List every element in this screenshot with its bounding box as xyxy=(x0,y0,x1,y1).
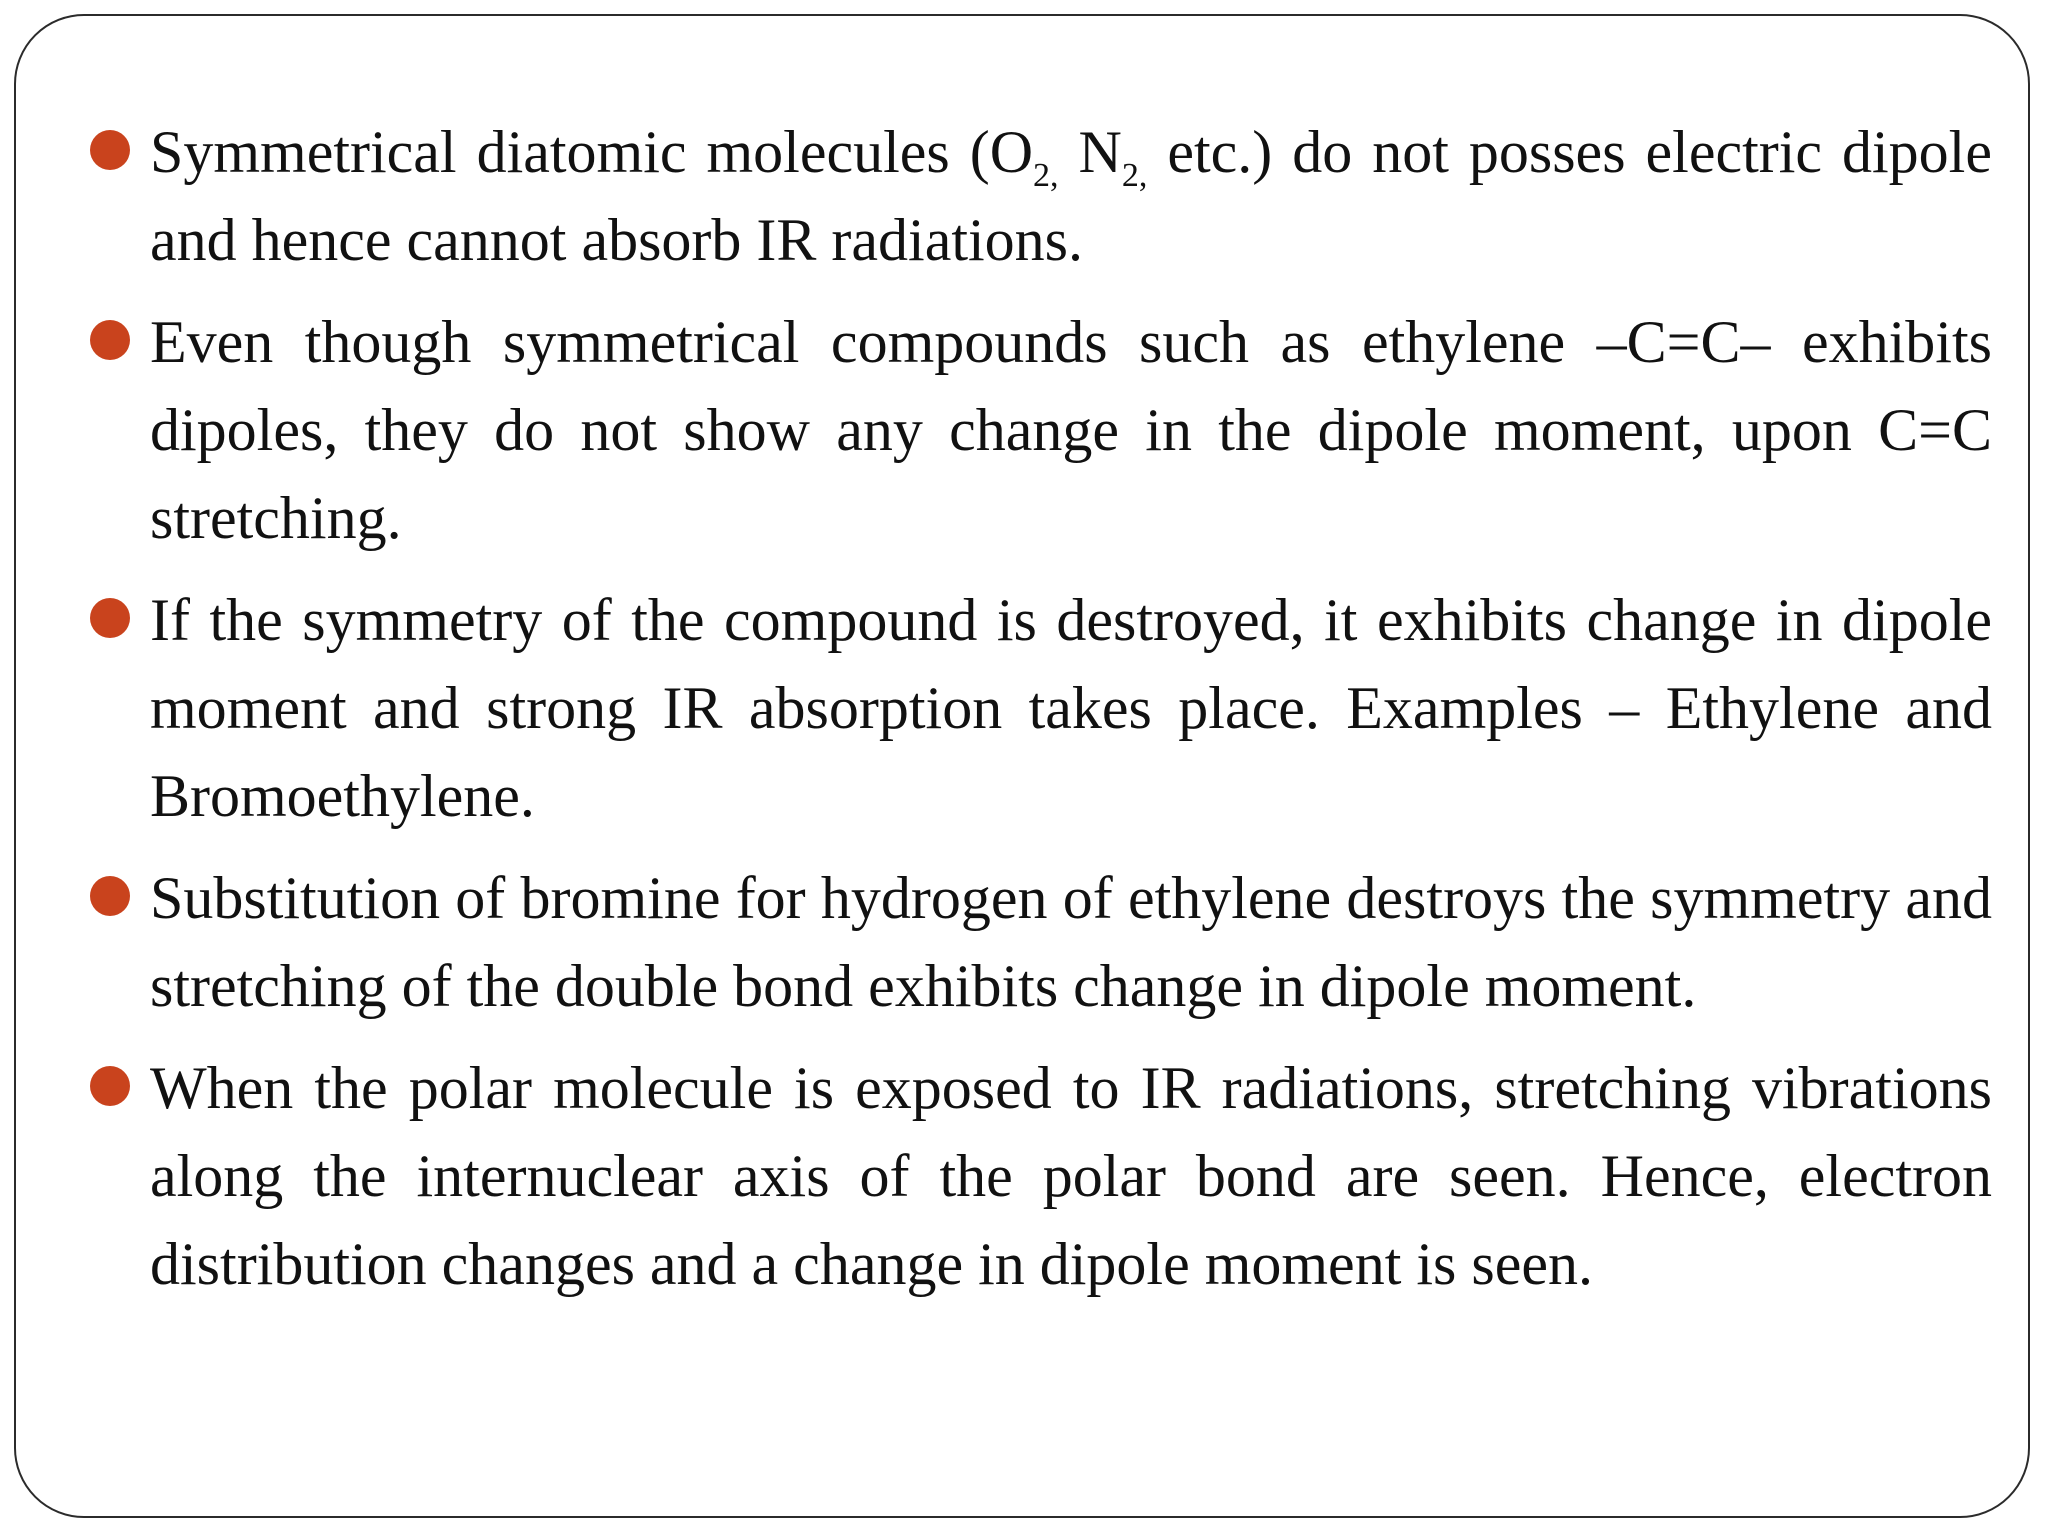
bullet-text-2: Even though symmetrical compounds such as ethylene –C=C– exhibits dipoles, they do not show any change in the dipole moment, upon C=C stretching. xyxy=(150,309,1992,551)
bullet-text-1: Symmetrical diatomic molecules ($O_{2,}$ $N_{2,}$ etc.) do not posses electric dipole and hence cannot absorb IR radiations. xyxy=(150,119,1992,273)
bullet-list xyxy=(150,108,1992,1322)
bullet-text-3: If the symmetry of the compound is destroyed, it exhibits change in dipole moment and strong IR absorption takes place. Examples – Ethylene and Bromoethylene. xyxy=(150,587,1992,829)
subscript: 2, xyxy=(1121,157,1148,194)
bullet-dot-icon xyxy=(90,320,130,360)
slide-frame xyxy=(14,14,2030,1518)
bullet-item-3 xyxy=(150,576,1992,840)
bullet-dot-icon xyxy=(90,876,130,916)
bullet-item-4 xyxy=(150,854,1992,1030)
bullet-dot-icon xyxy=(90,598,130,638)
bullet-item-5 xyxy=(150,1044,1992,1308)
bullet-text-4: Substitution of bromine for hydrogen of ethylene destroys the symmetry and stretching of the double bond exhibits change in dipole moment. xyxy=(150,865,1992,1019)
subscript: 2, xyxy=(1033,157,1059,194)
bullet-dot-icon xyxy=(90,1066,130,1106)
bullet-dot-icon xyxy=(90,130,130,170)
bullet-text-5: When the polar molecule is exposed to IR radiations, stretching vibrations along the internuclear axis of the polar bond are seen. Hence, electron distribution changes and a change in dipole moment is seen. xyxy=(150,1055,1992,1297)
bullet-item-1 xyxy=(150,108,1992,284)
bullet-item-2 xyxy=(150,298,1992,562)
